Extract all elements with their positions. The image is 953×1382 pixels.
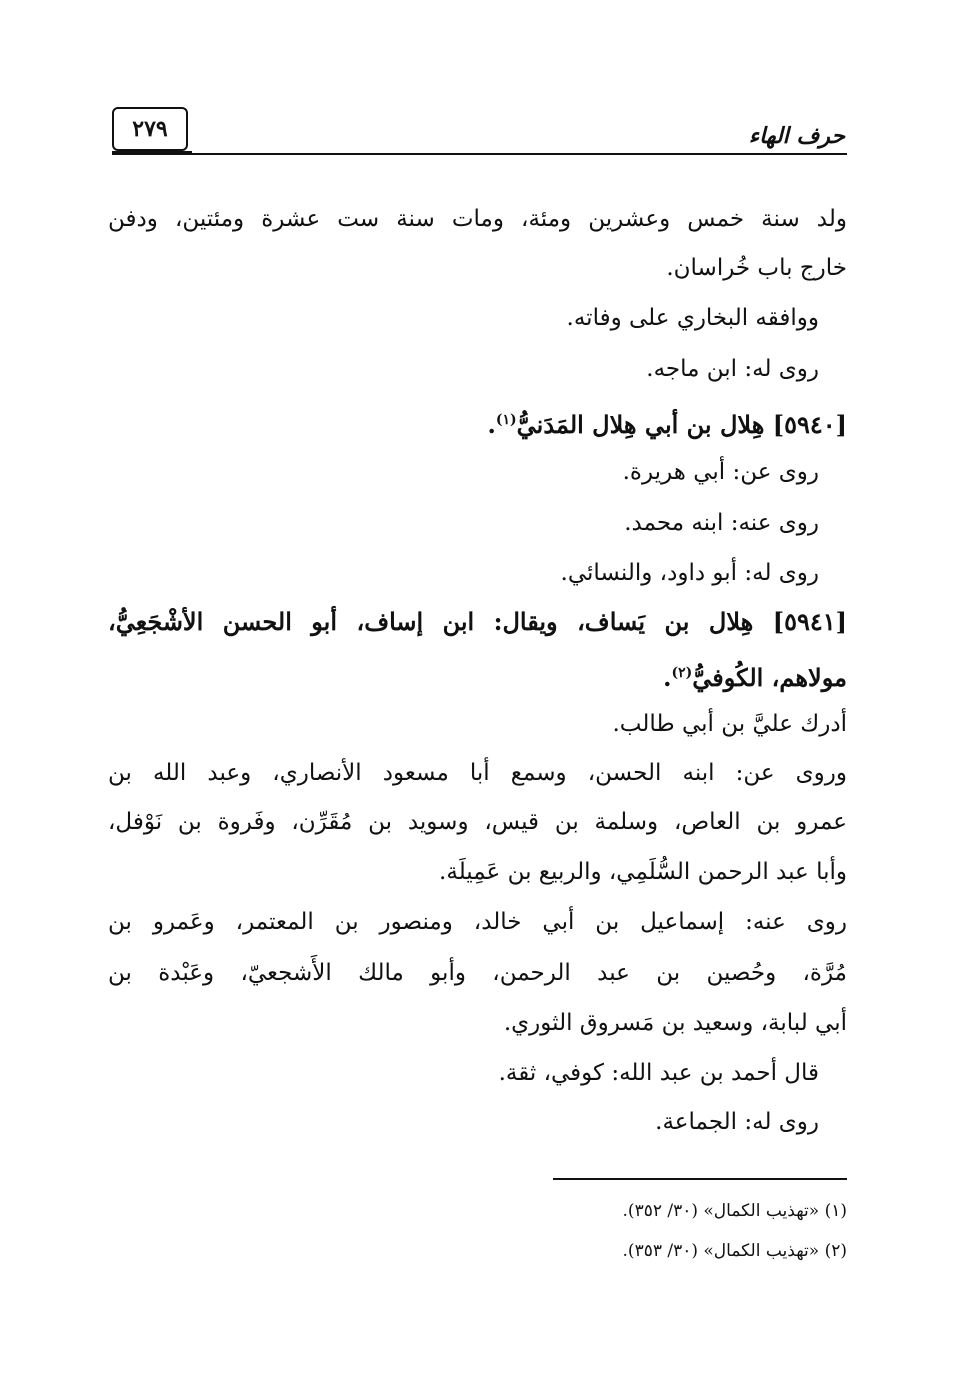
body-line: مُرَّة، وحُصين بن عبد الرحمن، وأبو مالك الأَشجعيّ، وعَبْدة بن: [108, 960, 847, 986]
entry-heading-5940: [٥٩٤٠] هِلال بن أبي هِلال المَدَنيُّ$^{(١)}$.: [487, 410, 847, 439]
header-rule: [112, 153, 847, 155]
body-line: ولد سنة خمس وعشرين ومئة، ومات سنة ست عشرة ومئتين، ودفن: [108, 206, 847, 232]
body-line: روى له: أبو داود، والنسائي.: [560, 560, 819, 586]
body-line: روى له: ابن ماجه.: [646, 356, 819, 382]
chapter-header: حرف الهاء: [748, 123, 845, 149]
body-line: روى عن: أبي هريرة.: [622, 459, 819, 485]
body-line: روى عنه: إسماعيل بن أبي خالد، ومنصور بن المعتمر، وعَمرو بن: [108, 909, 847, 935]
footnote-2: (٢) «تهذيب الكمال» (٣٠/ ٣٥٣).: [622, 1241, 847, 1261]
body-line: قال أحمد بن عبد الله: كوفي، ثقة.: [498, 1060, 819, 1086]
footnote-ref: (١): [495, 412, 517, 428]
entry-heading-5941: [٥٩٤١] هِلال بن يَساف، ويقال: ابن إساف، أبو الحسن الأشْجَعِيُّ،: [108, 607, 847, 636]
body-line: وروى عن: ابنه الحسن، وسمع أبا مسعود الأنصاري، وعبد الله بن: [108, 760, 847, 786]
entry-heading-5941-cont: مولاهم، الكُوفيُّ$^{(٢)}$.: [663, 663, 847, 692]
footnote-rule: [553, 1178, 847, 1180]
body-line: أدرك عليَّ بن أبي طالب.: [612, 711, 847, 737]
footnote-1: (١) «تهذيب الكمال» (٣٠/ ٣٥٢).: [622, 1201, 847, 1221]
body-line: خارج باب خُراسان.: [666, 255, 847, 281]
body-line: ووافقه البخاري على وفاته.: [566, 305, 819, 331]
entry-heading-text: [٥٩٤٠] هِلال بن أبي هِلال المَدَنيُّ: [516, 410, 847, 439]
body-line: وأبا عبد الرحمن السُّلَمِي، والربيع بن عَمِيلَة.: [439, 859, 847, 885]
entry-heading-text: مولاهم، الكُوفيُّ: [692, 663, 847, 692]
body-line: عمرو بن العاص، وسلمة بن قيس، وسويد بن مُقَرِّن، وفَروة بن نَوْفل،: [108, 809, 847, 835]
body-line: أبي لبابة، وسعيد بن مَسروق الثوري.: [503, 1010, 847, 1036]
footnote-ref: (٢): [671, 665, 693, 681]
body-line: روى عنه: ابنه محمد.: [624, 510, 819, 536]
body-line: روى له: الجماعة.: [655, 1109, 819, 1135]
page-number: ٢٧٩: [112, 107, 188, 151]
